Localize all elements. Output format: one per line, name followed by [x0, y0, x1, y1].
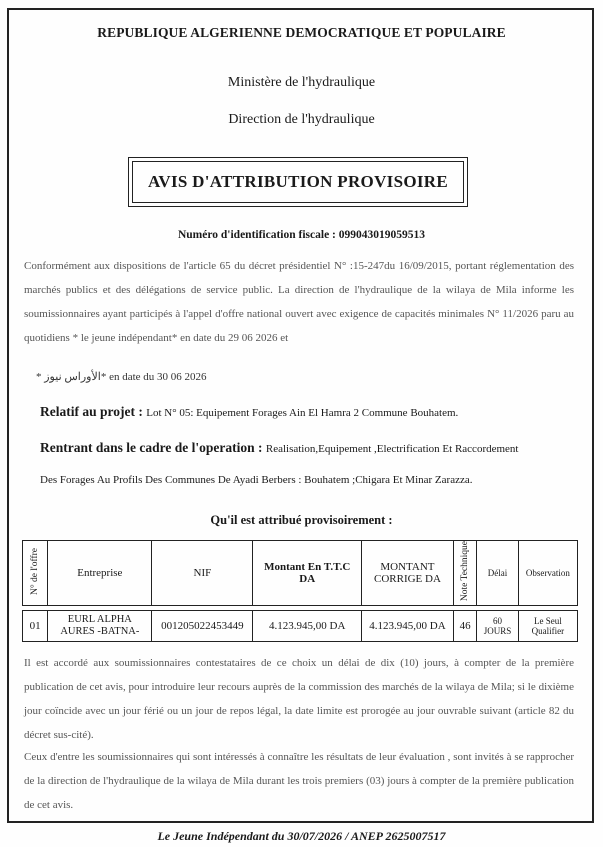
- cell-num: 01: [23, 611, 48, 642]
- page-title: AVIS D'ATTRIBUTION PROVISOIRE: [132, 161, 464, 203]
- attribue-heading: Qu'il est attribué provisoirement :: [210, 513, 393, 527]
- cell-delai: 60 JOURS: [477, 611, 518, 642]
- rentrant-continuation: Des Forages Au Profils Des Communes De Ayadi Berbers : Bouhatem ;Chigara Et Minar Zarazza.: [40, 474, 473, 486]
- table-header-row: [23, 541, 578, 606]
- cell-nif: 001205022453449: [152, 611, 253, 642]
- title-box: [128, 157, 468, 207]
- cell-observation: Le Seul Qualifier: [518, 611, 577, 642]
- relatif-text: Lot N° 05: Equipement Forages Ain El Hamra 2 Commune Bouhatem.: [146, 407, 459, 419]
- col-header-observation: Observation: [518, 541, 577, 606]
- relatif-label: Relatif au projet :: [40, 404, 143, 419]
- col-header-entreprise: Entreprise: [48, 541, 152, 606]
- attribution-table: [22, 540, 578, 642]
- direction-line: Direction de l'hydraulique: [228, 112, 375, 127]
- col-header-nif: NIF: [152, 541, 253, 606]
- cell-montant-corrige: 4.123.945,00 DA: [362, 611, 454, 642]
- col-header-montant: Montant En T.T.C DA: [253, 541, 362, 606]
- paragraph-evaluation: Ceux d'entre les soumissionnaires qui sont intéressés à connaître les résultats de leur évaluation , sont invités à se rapprocher de la direction de l'hydraulique de la wilaya de Mila durant les trois premiers (03) jours à compter de la première publication de cet avis.: [24, 751, 574, 811]
- col-header-note: Note Technique: [453, 541, 476, 606]
- col-header-num: N° de l'offre: [23, 541, 48, 606]
- republique-header: REPUBLIQUE ALGERIENNE DEMOCRATIQUE ET POPULAIRE: [97, 25, 506, 40]
- table-row: [23, 611, 578, 642]
- paragraph-conformement-last-line: * الأوراس نيوز* en date du 30 06 2026: [36, 371, 207, 383]
- rentrant-text: Realisation,Equipement ,Electrification Et Raccordement: [265, 443, 519, 455]
- paragraph-conformement: Conformément aux dispositions de l'article 65 du décret présidentiel N° :15-247du 16/09/2015, portant réglementation des marchés publics et des délégations de service public. La direction de l'hydraulique de la wilaya de Mila informe les soumissionnaires ayant participés à l'appel d'offre national ouvert avec exigence de capacités minimales N° 11/2026 paru au quotidiens * le jeune indépendant* en date du 29 06 2026 et: [24, 260, 574, 344]
- ministere-line: Ministère de l'hydraulique: [227, 75, 376, 90]
- cell-note: 46: [453, 611, 476, 642]
- footer-publication: Le Jeune Indépendant du 30/07/2026 / ANEP 2625007517: [157, 829, 446, 843]
- paragraph-recours: Il est accordé aux soumissionnaires contestataires de ce choix un délai de dix (10) jours, à compter de la première publication de cet avis, pour introduire leur recours auprès de la commission des marchés de la wilaya de Mila; si le dixième jour coïncide avec un jour férié ou un jour de repos légal, la date limite est prorogée au jour ouvrable suivant (article 82 du décret sus-cité).: [24, 657, 574, 741]
- cell-montant: 4.123.945,00 DA: [253, 611, 362, 642]
- relatif-au-projet: [40, 404, 458, 420]
- nif-line: Numéro d'identification fiscale : 099043019059513: [177, 229, 426, 241]
- cell-entreprise: EURL ALPHA AURES -BATNA-: [48, 611, 152, 642]
- rentrant-operation: [40, 440, 518, 456]
- col-header-delai: Délai: [477, 541, 518, 606]
- rentrant-label: Rentrant dans le cadre de l'operation :: [40, 440, 263, 455]
- col-header-montant-corrige: MONTANT CORRIGE DA: [362, 541, 454, 606]
